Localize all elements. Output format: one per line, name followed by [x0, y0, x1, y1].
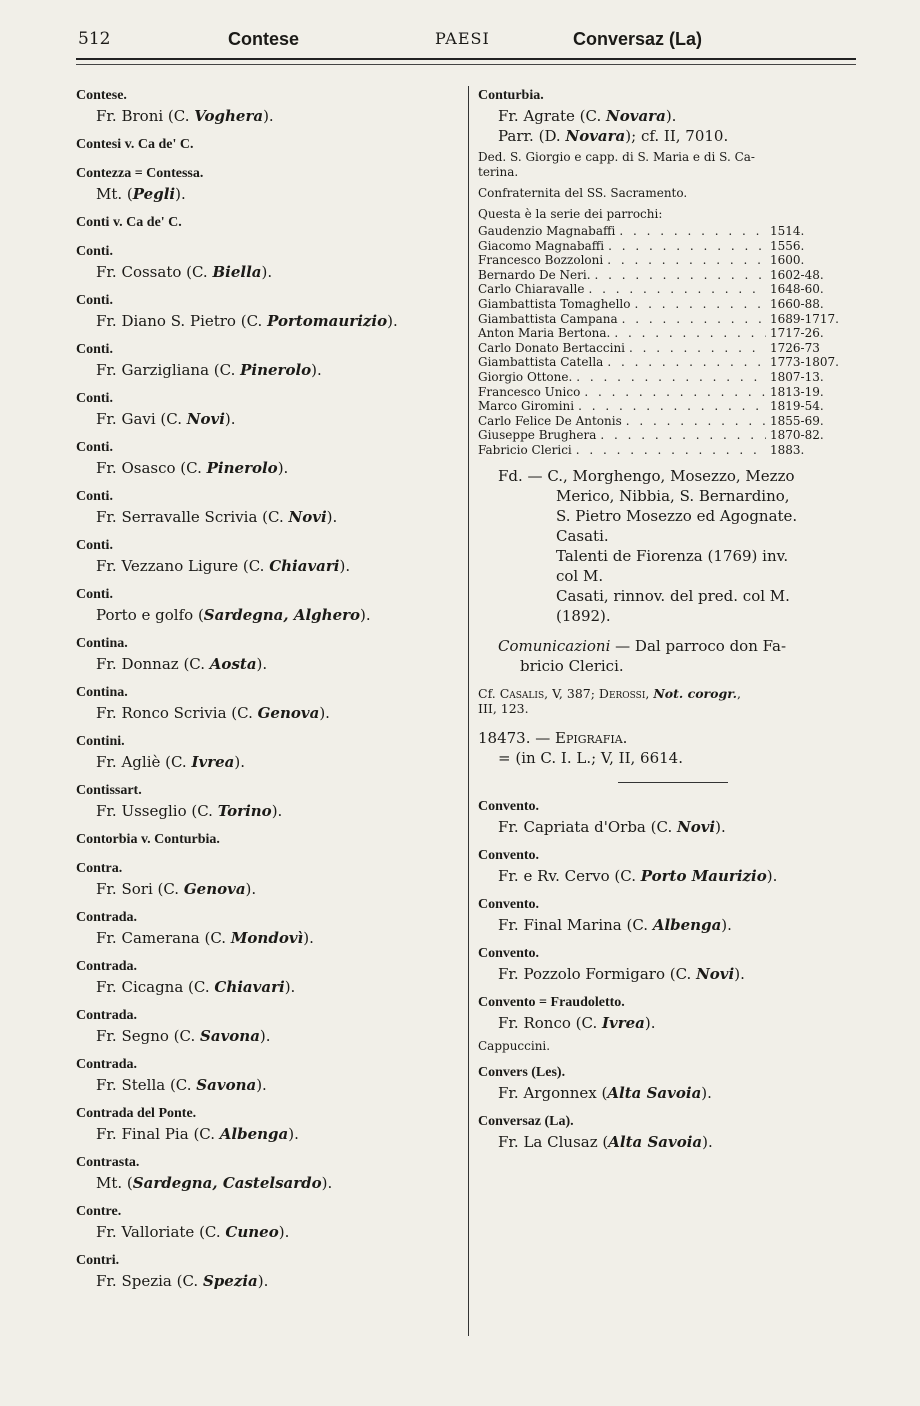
entry-location: Fr. Usseglio (C. Torino). — [96, 802, 283, 820]
entry — [76, 1202, 460, 1242]
entry — [76, 438, 460, 478]
entry-head: Conti. — [76, 440, 113, 455]
entry-head: Conti. — [76, 293, 113, 308]
fractions-line: (1892). — [556, 606, 611, 625]
place-name: Chiavari — [269, 557, 340, 575]
column-divider — [468, 86, 469, 1336]
entry — [76, 585, 460, 625]
entry — [478, 1063, 858, 1103]
place-name: Portomaurizio — [267, 312, 388, 330]
fractions-block — [478, 466, 858, 626]
place-name: Novi — [288, 508, 327, 526]
entry-location: Fr. Sori (C. Genova). — [96, 880, 257, 898]
entry-location: Fr. Ronco Scrivia (C. Genova). — [96, 704, 330, 722]
running-header — [78, 26, 878, 52]
list-item: Marco Giromini . . . 1819-54. — [478, 399, 842, 414]
fractions-line: Merico, Nibbia, S. Bernardino, — [556, 486, 790, 505]
communications-line: bricio Clerici. — [520, 656, 624, 675]
header-section: PAESI — [435, 29, 490, 48]
place-name: Savona — [200, 1027, 260, 1045]
entry — [76, 536, 460, 576]
list-item: Gaudenzio Magnabaffi . . . 1514. — [478, 224, 842, 239]
references-line: Cf. Casalis, V, 387; Derossi, Not. corogr., — [478, 685, 741, 701]
entry — [76, 1251, 460, 1291]
entry — [76, 1006, 460, 1046]
list-item: Giacomo Magnabaffi . . . 1556. — [478, 239, 842, 254]
entry-head: Conti. — [76, 391, 113, 406]
list-item: Giambattista Campana . . . 1689-1717. — [478, 312, 842, 327]
entry-location: Fr. Spezia (C. Spezia). — [96, 1272, 269, 1290]
entry — [76, 1104, 460, 1144]
entry-location: Porto e golfo (Sardegna, Alghero). — [96, 606, 371, 624]
entry — [76, 213, 460, 233]
entry-head: Conti v. Ca de' C. — [76, 215, 182, 230]
entry-location: Fr. Final Pia (C. Albenga). — [96, 1125, 299, 1143]
list-item: Bernardo De Neri. . . . 1602-48. — [478, 268, 842, 283]
place-name: Voghera — [194, 107, 264, 125]
fractions-line: col M. — [556, 566, 604, 585]
entry-head: Contissart. — [76, 783, 142, 798]
epigraphy-line: = (in C. I. L.; V, II, 6614. — [498, 748, 683, 767]
list-item: Carlo Felice De Antonis . . . 1855-69. — [478, 414, 842, 429]
entry — [76, 164, 460, 204]
entry-location: Fr. Segno (C. Savona). — [96, 1027, 271, 1045]
entry-head: Convento. — [478, 847, 540, 863]
list-item: Giorgio Ottone. . . . 1807-13. — [478, 370, 842, 385]
entry-head: Contri. — [76, 1253, 120, 1268]
entry-location: Fr. Valloriate (C. Cuneo). — [96, 1223, 290, 1241]
fractions-line: Fd. — C., Morghengo, Mosezzo, Mezzo — [498, 466, 795, 485]
place-name: Porto Maurizio — [640, 866, 767, 885]
place-name: Pinerolo — [240, 361, 312, 379]
place-name: Novi — [186, 410, 225, 428]
entry-head: Contrada. — [76, 959, 138, 974]
header-rule — [76, 58, 856, 60]
place-name: Spezia — [202, 1272, 258, 1290]
entry — [76, 908, 460, 948]
entry-location: Fr. Osasco (C. Pinerolo). — [96, 459, 289, 477]
entry — [76, 86, 460, 126]
header-last-word: Conversaz (La) — [573, 29, 703, 49]
entry — [76, 487, 460, 527]
entry — [76, 242, 460, 282]
entry-location: Fr. Broni (C. Voghera). — [96, 107, 274, 125]
entry — [478, 895, 858, 935]
entry-location: Fr. Vezzano Ligure (C. Chiavari). — [96, 557, 351, 575]
place-name: Genova — [183, 880, 246, 898]
entry-head: Conti. — [76, 489, 113, 504]
entry — [76, 732, 460, 772]
entry — [76, 1153, 460, 1193]
entry-location: Fr. Gavi (C. Novi). — [96, 410, 236, 428]
entry-location: Fr. Agliè (C. Ivrea). — [96, 753, 246, 771]
entry — [76, 683, 460, 723]
fractions-line: Talenti de Fiorenza (1769) inv. — [556, 546, 789, 565]
entry-head: Contorbia v. Conturbia. — [76, 832, 220, 847]
entry-head: Convento = Fraudoletto. — [478, 994, 625, 1010]
entry-head: Contrada. — [76, 910, 138, 925]
entry-head: Contrada del Ponte. — [76, 1106, 197, 1121]
list-item: Francesco Unico . . . 1813-19. — [478, 385, 842, 400]
entry-location: Fr. Stella (C. Savona). — [96, 1076, 267, 1094]
list-item: Carlo Chiaravalle . . . 1648-60. — [478, 282, 842, 297]
entry-conturbia — [478, 86, 858, 716]
entry — [76, 957, 460, 997]
list-item: Fabricio Clerici . . . 1883. — [478, 443, 842, 458]
place-name: Novara — [606, 107, 666, 125]
entry-head: Contezza = Contessa. — [76, 166, 204, 181]
entry-location: Fr. Serravalle Scrivia (C. Novi). — [96, 508, 338, 526]
parish-line: Parr. (D. Novara); cf. II, 7010. — [498, 127, 729, 145]
list-item: Giambattista Tomaghello . . . 1660-88. — [478, 297, 842, 312]
references-block — [478, 686, 858, 716]
fractions-line: Casati. — [556, 526, 609, 545]
entry-location: Mt. (Pegli). — [96, 185, 186, 203]
entry — [76, 389, 460, 429]
entry-location: Fr. Garzigliana (C. Pinerolo). — [96, 361, 322, 379]
references-line: III, 123. — [478, 700, 529, 716]
parish-priests-list — [478, 224, 842, 458]
entry-location: Fr. Camerana (C. Mondovì). — [96, 929, 314, 947]
parish-priests-intro: Questa è la serie dei parrochi: — [478, 207, 663, 221]
place-name: Albenga — [652, 915, 722, 934]
place-name: Aosta — [209, 655, 257, 673]
fractions-line: S. Pietro Mosezzo ed Agognate. — [556, 506, 798, 525]
entry-head: Contra. — [76, 861, 123, 876]
entry-note: Cappuccini. — [478, 1038, 551, 1053]
place-name: Pinerolo — [206, 459, 278, 477]
entry-head: Contre. — [76, 1204, 122, 1219]
entry — [478, 846, 858, 886]
communications-block — [478, 636, 858, 676]
entry-head: Contesi v. Ca de' C. — [76, 137, 194, 152]
entry-head: Contrasta. — [76, 1155, 140, 1170]
entry-head: Conti. — [76, 538, 113, 553]
confraternity-line: Confraternita del SS. Sacramento. — [478, 186, 688, 200]
entry-head: Conturbia. — [478, 88, 544, 103]
place-name: Chiavari — [214, 978, 285, 996]
entry-head: Convento. — [478, 945, 540, 961]
section-rule — [618, 782, 728, 783]
place-name: Pegli — [132, 185, 176, 203]
entry-location: Fr. Capriata d'Orba (C. Novi). — [498, 817, 726, 836]
entry-location: Fr. Ronco (C. Ivrea). — [498, 1013, 656, 1032]
dedication-line: terina. — [478, 165, 519, 179]
epigraphy-line: 18473. — Epigrafia. — [478, 728, 628, 747]
entry-location: Fr. Cossato (C. Biella). — [96, 263, 273, 281]
entry-head: Contina. — [76, 636, 128, 651]
place-name: Alta Savoia — [607, 1083, 702, 1102]
entry-location: Fr. Donnaz (C. Aosta). — [96, 655, 268, 673]
entry — [76, 830, 460, 850]
entry — [76, 1055, 460, 1095]
entry-location: Mt. (Sardegna, Castelsardo). — [96, 1174, 333, 1192]
entry-head: Contese. — [76, 88, 127, 103]
entry — [76, 340, 460, 380]
entry-head: Conti. — [76, 587, 113, 602]
place-name: Mondovì — [230, 929, 304, 947]
place-name: Novi — [696, 964, 735, 983]
entry-head: Conti. — [76, 342, 113, 357]
place-name: Savona — [196, 1076, 257, 1094]
entry-location: Fr. Agrate (C. Novara). — [498, 107, 677, 125]
place-name: Novi — [676, 817, 716, 836]
left-column — [76, 86, 460, 1300]
entry — [478, 993, 858, 1054]
place-name: Alta Savoia — [608, 1132, 703, 1151]
list-item: Giuseppe Brughera . . . 1870-82. — [478, 428, 842, 443]
list-item: Giambattista Catella . . . 1773-1807. — [478, 355, 842, 370]
right-column — [478, 86, 858, 1161]
entry-head: Contini. — [76, 734, 125, 749]
entry-head: Convento. — [478, 798, 540, 814]
entry-head: Convento. — [478, 896, 540, 912]
list-item: Francesco Bozzoloni . . . 1600. — [478, 253, 842, 268]
entry-location: Fr. Final Marina (C. Albenga). — [498, 915, 732, 934]
entry — [76, 781, 460, 821]
place-name: Genova — [257, 704, 320, 722]
entry — [478, 797, 858, 837]
entry-location: Fr. La Clusaz (Alta Savoia). — [498, 1132, 713, 1151]
place-name: Sardegna, Castelsardo — [132, 1174, 322, 1192]
place-name: Torino — [217, 802, 272, 820]
entry-location: Fr. Pozzolo Formigaro (C. Novi). — [498, 964, 745, 983]
place-name: Cuneo — [225, 1223, 279, 1241]
entry — [478, 1112, 858, 1152]
place-name: Albenga — [219, 1125, 289, 1143]
place-name: Sardegna, Alghero — [203, 606, 361, 624]
entry-location: Fr. Argonnex (Alta Savoia). — [498, 1083, 712, 1102]
entry — [76, 859, 460, 899]
entry — [76, 634, 460, 674]
communications-line: Comunicazioni — Dal parroco don Fa- — [498, 636, 787, 655]
entry-head: Convers (Les). — [478, 1064, 566, 1080]
entry-location: Fr. Cicagna (C. Chiavari). — [96, 978, 296, 996]
fractions-line: Casati, rinnov. del pred. col M. — [556, 586, 790, 605]
header-rule-thin — [76, 64, 856, 65]
place-name: Novara — [565, 127, 626, 145]
entry — [76, 135, 460, 155]
dedication-line: Ded. S. Giorgio e capp. di S. Maria e di S. Ca- — [478, 150, 755, 164]
entry — [478, 944, 858, 984]
entry — [76, 291, 460, 331]
epigraphy-block — [478, 728, 858, 768]
header-first-word: Contese — [228, 29, 300, 49]
place-name: Ivrea — [601, 1013, 645, 1032]
entry-head: Contina. — [76, 685, 128, 700]
entry-location: Fr. Diano S. Pietro (C. Portomaurizio). — [96, 312, 398, 330]
list-item: Anton Maria Bertona. . . . 1717-26. — [478, 326, 842, 341]
place-name: Ivrea — [191, 753, 235, 771]
communications-label: Comunicazioni — [498, 636, 611, 655]
entry-head: Conversaz (La). — [478, 1113, 574, 1129]
place-name: Biella — [212, 263, 262, 281]
list-item: Carlo Donato Bertaccini . . . 1726-73 — [478, 341, 842, 356]
entry-location: Fr. e Rv. Cervo (C. Porto Maurizio). — [498, 866, 778, 885]
page-number: 512 — [78, 29, 111, 49]
entry-head: Contrada. — [76, 1057, 138, 1072]
entry-head: Conti. — [76, 244, 113, 259]
entry-head: Contrada. — [76, 1008, 138, 1023]
